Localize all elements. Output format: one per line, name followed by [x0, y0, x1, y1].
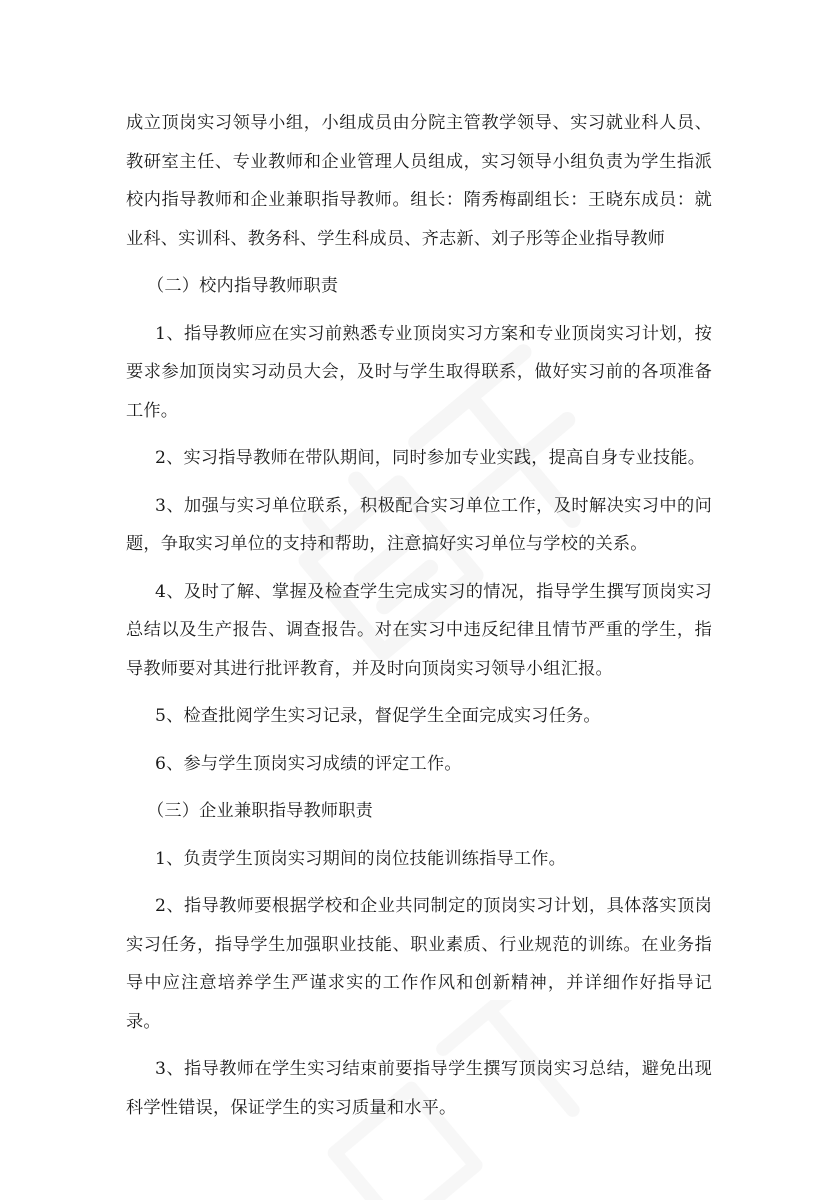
- paragraph-enterprise-duty-3: 3、指导教师在学生实习结束前要指导学生撰写顶岗实习总结，避免出现科学性错误，保证学生的实习质量和水平。: [126, 1059, 712, 1118]
- section-heading-enterprise-teacher: （三）企业兼职指导教师职责: [147, 801, 374, 821]
- paragraph-intro: 成立顶岗实习领导小组，小组成员由分院主管教学领导、实习就业科人员、教研室主任、专业教师和企业管理人员组成，实习领导小组负责为学生指派校内指导教师和企业兼职指导教师。组长：隋秀梅副组长：王晓东成员：就业科、实训科、教务科、学生科成员、齐志新、刘子彤等企业指导教师: [126, 113, 712, 249]
- section-heading-school-teacher: （二）校内指导教师职责: [147, 276, 339, 296]
- document-body: [126, 104, 712, 1136]
- paragraph-school-duty-5: 5、检查批阅学生实习记录，督促学生全面完成实习任务。: [155, 706, 601, 726]
- paragraph-enterprise-duty-1: 1、负责学生顶岗实习期间的岗位技能训练指导工作。: [155, 848, 567, 869]
- paragraph-school-duty-4: 4、及时了解、掌握及检查学生完成实习的情况，指导学生撰写顶岗实习总结以及生产报告、调查报告。对在实习中违反纪律且情节严重的学生，指导教师要对其进行批评教育，并及时向顶岗实习领导小组汇报。: [126, 581, 712, 679]
- paragraph-enterprise-duty-2: 2、指导教师要根据学校和企业共同制定的顶岗实习计划，具体落实顶岗实习任务，指导学生加强职业技能、职业素质、行业规范的训练。在业务指导中应注意培养学生严谨求实的工作作风和创新精神，并详细作好指导记录。: [126, 896, 712, 1032]
- paragraph-school-duty-1: 1、指导教师应在实习前熟悉专业顶岗实习方案和专业顶岗实习计划，按要求参加顶岗实习动员大会，及时与学生取得联系，做好实习前的各项准备工作。: [126, 323, 712, 421]
- paragraph-school-duty-3: 3、加强与实习单位联系，积极配合实习单位工作，及时解决实习中的问题，争取实习单位的支持和帮助，注意搞好实习单位与学校的关系。: [126, 495, 712, 554]
- paragraph-school-duty-2: 2、实习指导教师在带队期间，同时参加专业实践，提高自身专业技能。: [155, 448, 706, 468]
- paragraph-school-duty-6: 6、参与学生顶岗实习成绩的评定工作。: [155, 753, 462, 774]
